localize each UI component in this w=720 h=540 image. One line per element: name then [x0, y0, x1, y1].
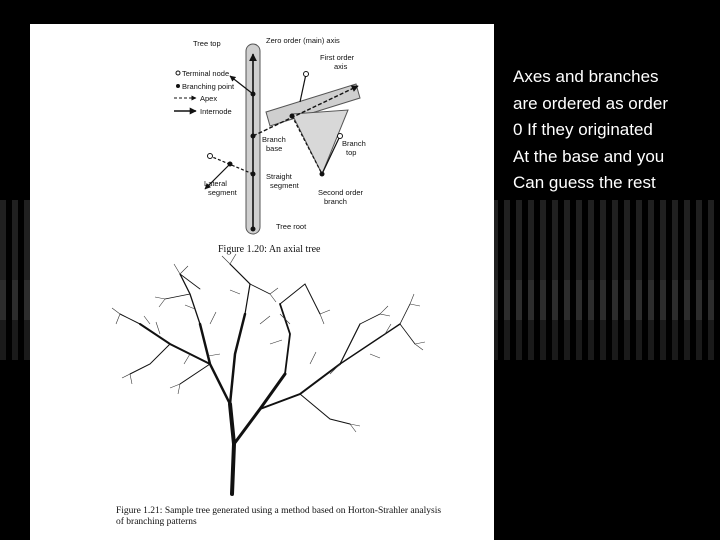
branching-point	[228, 162, 233, 167]
branching-point	[290, 114, 295, 119]
label-first-order-axis: First order	[320, 53, 355, 62]
label-branching-point: Branching point	[182, 82, 235, 91]
label-straight-segment: Straight	[266, 172, 292, 181]
caption-sample-tree: Figure 1.21: Sample tree generated using a method based on Horton-Strahler analysis of branching patterns	[116, 506, 442, 527]
label-apex: Apex	[200, 94, 218, 103]
label-branch-top: Branch	[342, 139, 366, 148]
branching-point	[251, 92, 256, 97]
slide-text	[513, 64, 713, 197]
sample-tree-illustration	[120, 264, 415, 494]
label-terminal-node: Terminal node	[182, 69, 230, 78]
label-internode: Internode	[200, 107, 232, 116]
slide-text-line: are ordered as order	[513, 93, 668, 113]
label-second-order-branch: Second order	[318, 188, 364, 197]
label-zero-order-axis: Zero order (main) axis	[266, 36, 340, 45]
label-branch-base: Branch	[262, 135, 286, 144]
label-tree-root: Tree root	[276, 222, 307, 231]
label-straight-segment-2: segment	[270, 181, 299, 190]
label-lateral-segment: Lateral	[204, 179, 227, 188]
axial-tree-diagram	[30, 24, 494, 540]
slide-text-line: 0 If they originated	[513, 120, 653, 139]
legend-terminal-node-icon	[176, 71, 180, 75]
terminal-node	[304, 72, 309, 77]
caption-axial-tree: Figure 1.20: An axial tree	[218, 244, 321, 255]
label-lateral-segment-2: segment	[208, 188, 237, 197]
terminal-node	[338, 134, 343, 139]
branching-point	[320, 172, 325, 177]
slide-text-line: At the base and you	[513, 146, 665, 166]
slide-text-line: Axes and branches	[513, 67, 659, 86]
second-order-branch-shade	[292, 110, 348, 174]
label-second-order-branch-2: branch	[324, 197, 347, 206]
legend-branching-point-icon	[176, 84, 180, 88]
branching-point	[251, 172, 256, 177]
label-tree-top: Tree top	[193, 39, 221, 48]
label-branch-top-2: top	[346, 148, 357, 157]
figure-page	[30, 24, 494, 540]
branch-line	[300, 74, 306, 102]
label-first-order-axis-2: axis	[334, 62, 348, 71]
root-node	[251, 227, 256, 232]
terminal-node	[208, 154, 213, 159]
label-branch-base-2: base	[266, 144, 283, 153]
branching-point	[251, 134, 256, 139]
slide-text-line: Can guess the rest	[513, 173, 656, 192]
